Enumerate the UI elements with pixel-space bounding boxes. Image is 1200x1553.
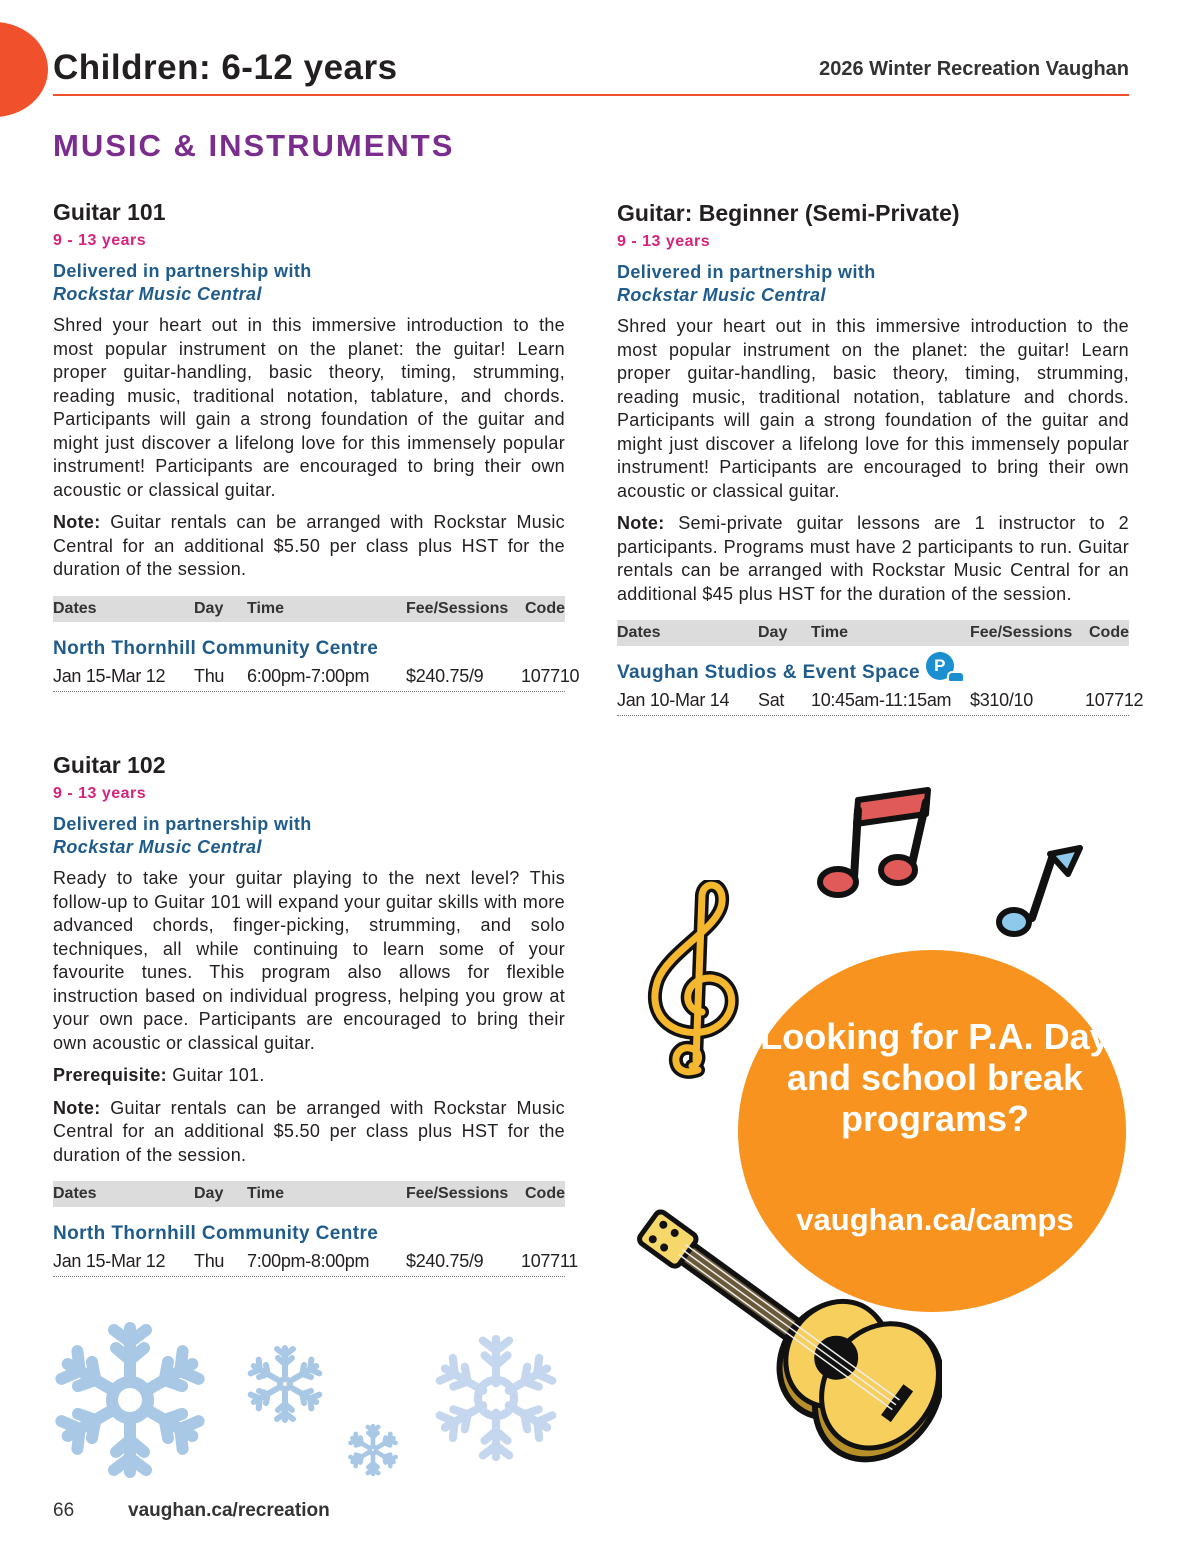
partner-credit bbox=[53, 813, 565, 859]
row-day: Sat bbox=[758, 690, 785, 710]
section-heading: MUSIC & INSTRUMENTS bbox=[53, 128, 455, 163]
schedule-header bbox=[53, 1181, 565, 1207]
row-dates: Jan 15-Mar 12 bbox=[53, 665, 166, 686]
row-time: 10:45am-11:15am bbox=[811, 690, 952, 710]
program-guitar-beginner-semi-private bbox=[617, 199, 1144, 716]
location-row bbox=[617, 656, 1129, 684]
snowflake-icons bbox=[50, 1322, 570, 1482]
col-time: Time bbox=[247, 599, 285, 617]
program-title: Guitar 102 bbox=[53, 752, 166, 778]
row-dates: Jan 10-Mar 14 bbox=[617, 690, 730, 710]
program-description: Shred your heart out in this immersive introduction to the most popular instrument on the planet: the guitar! Learn proper guitar-handling, basic theory, timing, strumming, reading music, traditional notation, tablature and chords. Participants will gain a strong foundation of the guitar and might just discover a lifelong love for this immensely popular instrument! Participants are encouraged to bring their own acoustic or classical guitar. bbox=[617, 316, 1129, 501]
partner-org: Rockstar Music Central bbox=[53, 284, 262, 304]
note-text: Guitar rentals can be arranged with Rockstar Music Central for an additional $5.50 per class plus HST for the duration of the session. bbox=[53, 512, 565, 579]
prereq-label: Prerequisite: bbox=[53, 1065, 167, 1085]
program-title: Guitar: Beginner (Semi-Private) bbox=[617, 200, 960, 226]
col-code: Code bbox=[525, 599, 565, 617]
partner-line: Delivered in partnership with bbox=[53, 261, 312, 281]
program-title: Guitar 101 bbox=[53, 199, 166, 225]
page-number: 66 bbox=[53, 1500, 75, 1521]
col-code: Code bbox=[1089, 624, 1129, 641]
col-fee: Fee/Sessions bbox=[970, 624, 1073, 641]
row-dates: Jan 15-Mar 12 bbox=[53, 1251, 166, 1271]
note-label: Note: bbox=[53, 512, 101, 532]
edition-label: 2026 Winter Recreation Vaughan bbox=[819, 58, 1129, 80]
program-prerequisite bbox=[53, 1064, 565, 1088]
program-guitar-101 bbox=[53, 198, 580, 692]
snowflake-icon bbox=[60, 1328, 554, 1474]
col-fee: Fee/Sessions bbox=[406, 599, 509, 617]
row-code: 107711 bbox=[521, 1251, 578, 1271]
row-code: 107710 bbox=[521, 665, 580, 686]
partner-credit bbox=[617, 261, 1129, 307]
car-icon bbox=[947, 671, 965, 683]
note-text: Guitar rentals can be arranged with Rockstar Music Central for an additional $5.50 per class plus HST for the duration of the session. bbox=[53, 1097, 565, 1165]
treble-clef-icon bbox=[640, 880, 750, 1090]
page-title: Children: 6-12 years bbox=[53, 48, 398, 87]
col-time: Time bbox=[811, 624, 849, 641]
partner-line: Delivered in partnership with bbox=[617, 262, 876, 282]
parking-icon bbox=[926, 652, 954, 680]
col-dates: Dates bbox=[53, 599, 97, 617]
row-day: Thu bbox=[194, 1251, 225, 1271]
col-day: Day bbox=[758, 624, 788, 641]
program-description: Ready to take your guitar playing to the next level? This follow-up to Guitar 101 will expand your guitar skills with more advanced chords, finger-picking, strumming, and solo techniques, all while continuing to learn some of your favourite tunes. This program also allows for flexible instruction based on individual progress, helping you grow at your own pace. Participants are encouraged to bring their own acoustic or classical guitar. bbox=[53, 868, 565, 1053]
col-time: Time bbox=[247, 1185, 285, 1202]
row-time: 6:00pm-7:00pm bbox=[247, 665, 370, 686]
partner-org: Rockstar Music Central bbox=[53, 837, 262, 857]
prereq-text: Guitar 101. bbox=[172, 1065, 265, 1085]
footer-link[interactable]: vaughan.ca/recreation bbox=[128, 1500, 330, 1521]
location-name: North Thornhill Community Centre bbox=[53, 1223, 379, 1244]
parking-letter: P bbox=[934, 656, 946, 675]
age-range: 9 - 13 years bbox=[53, 785, 147, 802]
col-day: Day bbox=[194, 1185, 224, 1202]
row-fee: $240.75/9 bbox=[406, 665, 484, 686]
schedule-row bbox=[53, 665, 580, 692]
row-code: 107712 bbox=[1085, 690, 1144, 710]
col-dates: Dates bbox=[617, 624, 661, 641]
schedule-row bbox=[617, 690, 1144, 716]
row-fee: $310/10 bbox=[970, 690, 1033, 710]
section-tab-marker bbox=[0, 22, 48, 117]
col-code: Code bbox=[525, 1185, 565, 1202]
program-note bbox=[53, 1097, 565, 1168]
note-label: Note: bbox=[617, 513, 665, 533]
row-fee: $240.75/9 bbox=[406, 1251, 484, 1271]
guitar-icon bbox=[612, 1182, 942, 1482]
promo-text: Looking for P.A. Day and school break programs? bbox=[760, 1016, 1110, 1139]
schedule-row bbox=[53, 1251, 578, 1277]
promo-link[interactable]: vaughan.ca/camps bbox=[796, 1202, 1074, 1237]
schedule-header bbox=[53, 596, 565, 622]
program-description: Shred your heart out in this immersive introduction to the most popular instrument on the planet: the guitar! Learn proper guitar-handling, basic theory, timing, strumming, reading music, traditional notation, tablature, and chords. Participants will gain a strong foundation of the guitar and might just discover a lifelong love for this immensely popular instrument! Participants are encouraged to bring their own acoustic or classical guitar. bbox=[53, 315, 565, 500]
age-range: 9 - 13 years bbox=[53, 232, 147, 249]
partner-line: Delivered in partnership with bbox=[53, 814, 312, 834]
location-name: North Thornhill Community Centre bbox=[53, 637, 379, 659]
schedule-header bbox=[617, 620, 1129, 646]
age-range: 9 - 13 years bbox=[617, 233, 711, 250]
partner-credit bbox=[53, 260, 565, 306]
note-text: Semi-private guitar lessons are 1 instructor to 2 participants. Programs must have 2 participants to run. Guitar rentals can be arranged with Rockstar Music Central for an additional $45 plus HST for the duration of the session. bbox=[617, 513, 1129, 604]
col-fee: Fee/Sessions bbox=[406, 1185, 509, 1202]
row-day: Thu bbox=[194, 665, 225, 686]
program-note bbox=[617, 512, 1129, 606]
row-time: 7:00pm-8:00pm bbox=[247, 1251, 370, 1271]
music-notes-icon bbox=[810, 780, 1100, 950]
partner-org: Rockstar Music Central bbox=[617, 285, 826, 305]
header-divider bbox=[53, 94, 1129, 96]
col-dates: Dates bbox=[53, 1185, 97, 1202]
location-name: Vaughan Studios & Event Space bbox=[617, 662, 921, 683]
col-day: Day bbox=[194, 599, 224, 617]
program-note bbox=[53, 511, 565, 582]
program-guitar-102 bbox=[53, 751, 578, 1277]
note-label: Note: bbox=[53, 1097, 101, 1118]
